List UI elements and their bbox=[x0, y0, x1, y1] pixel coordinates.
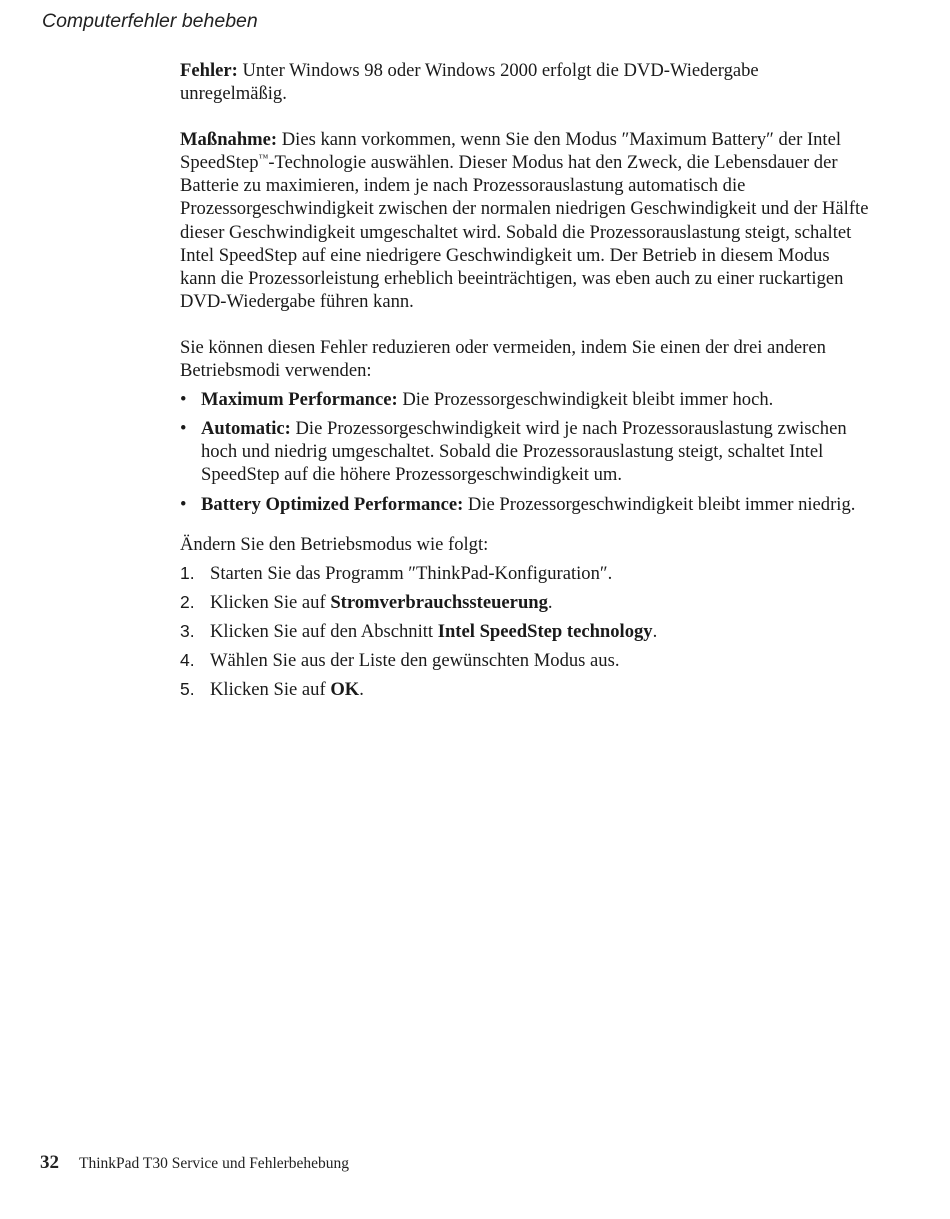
mode-item bbox=[180, 388, 870, 411]
step-bold: Stromverbrauchssteuerung bbox=[330, 591, 548, 613]
step-text: Klicken Sie auf bbox=[210, 679, 331, 701]
step-text-end: . bbox=[359, 679, 364, 701]
book-title: ThinkPad T30 Service und Fehlerbehebung bbox=[79, 1155, 350, 1172]
mode-description: Die Prozessorgeschwindigkeit wird je nach Prozessorauslastung zwischen hoch und niedrig umgeschaltet. Sobald die Prozessorauslastung steigt, schaltet Intel SpeedStep auf die höhere Prozessorgeschwindigkeit um. bbox=[201, 418, 847, 486]
step-item bbox=[180, 649, 870, 672]
step-item bbox=[180, 678, 870, 701]
step-number: 5. bbox=[180, 679, 195, 700]
step-number: 4. bbox=[180, 649, 195, 670]
step-bold: Intel SpeedStep technology bbox=[437, 620, 653, 642]
mode-name: Maximum Performance: bbox=[201, 389, 398, 411]
bullet-marker: • bbox=[180, 418, 187, 440]
steps-list bbox=[180, 562, 870, 701]
action-paragraph bbox=[180, 128, 870, 313]
step-text: Klicken Sie auf bbox=[210, 591, 331, 613]
mode-item bbox=[180, 493, 870, 516]
error-label: Fehler: bbox=[180, 60, 238, 81]
step-number: 3. bbox=[180, 620, 195, 641]
mode-name: Automatic: bbox=[201, 418, 291, 440]
mode-name: Battery Optimized Performance: bbox=[201, 493, 464, 515]
step-text-end: . bbox=[652, 620, 658, 642]
mode-description: Die Prozessorgeschwindigkeit bleibt immer hoch. bbox=[397, 389, 774, 411]
main-content bbox=[180, 59, 870, 707]
step-item bbox=[180, 562, 870, 585]
step-text: Klicken Sie auf den Abschnitt bbox=[210, 620, 438, 642]
step-text: Starten Sie das Programm ″ThinkPad-Konfiguration″. bbox=[210, 562, 613, 584]
running-head: Computerfehler beheben bbox=[42, 10, 258, 32]
step-number: 2. bbox=[180, 591, 195, 612]
trademark-symbol: ™ bbox=[258, 153, 269, 165]
mode-list bbox=[180, 388, 870, 515]
action-text-start: Dies kann vorkommen, wenn Sie den Modus ″Maximum Battery″ der Intel SpeedStep bbox=[180, 129, 842, 174]
step-bold: OK bbox=[330, 679, 360, 701]
mode-description: Die Prozessorgeschwindigkeit bleibt immer niedrig. bbox=[463, 493, 856, 515]
step-text: Wählen Sie aus der Liste den gewünschten Modus aus. bbox=[210, 649, 620, 671]
step-number: 1. bbox=[180, 562, 195, 583]
steps-intro: Ändern Sie den Betriebsmodus wie folgt: bbox=[180, 533, 489, 555]
page-number: 32 bbox=[40, 1152, 59, 1173]
step-item bbox=[180, 591, 870, 614]
error-paragraph bbox=[180, 59, 870, 105]
intro-paragraph: Sie können diesen Fehler reduzieren oder vermeiden, indem Sie einen der drei anderen Betriebsmodi verwenden: bbox=[180, 336, 826, 382]
page-footer bbox=[40, 1152, 349, 1174]
error-text: Unter Windows 98 oder Windows 2000 erfolgt die DVD-Wiedergabe unregelmäßig. bbox=[180, 60, 759, 105]
mode-item bbox=[180, 417, 870, 486]
step-text-end: . bbox=[547, 591, 553, 613]
step-item bbox=[180, 620, 870, 643]
action-text-end: -Technologie auswählen. Dieser Modus hat den Zweck, die Lebensdauer der Batterie zu maximieren, indem je nach Prozessorauslastung automatisch die Prozessorgeschwindigkeit zwischen der normalen niedrigen Geschwindigkeit und der Hälfte dieser Geschwindigkeit umgeschaltet wird. Sobald die Prozessorauslastung steigt, schaltet Intel SpeedStep auf eine niedrigere Geschwindigkeit um. Der Betrieb in diesem Modus kann die Prozessorleistung erheblich beeinträchtigen, was eben auch zu einer ruckartigen DVD-Wiedergabe führen kann. bbox=[180, 152, 869, 312]
bullet-marker: • bbox=[180, 389, 187, 411]
action-label: Maßnahme: bbox=[180, 129, 278, 151]
bullet-marker: • bbox=[180, 493, 187, 515]
